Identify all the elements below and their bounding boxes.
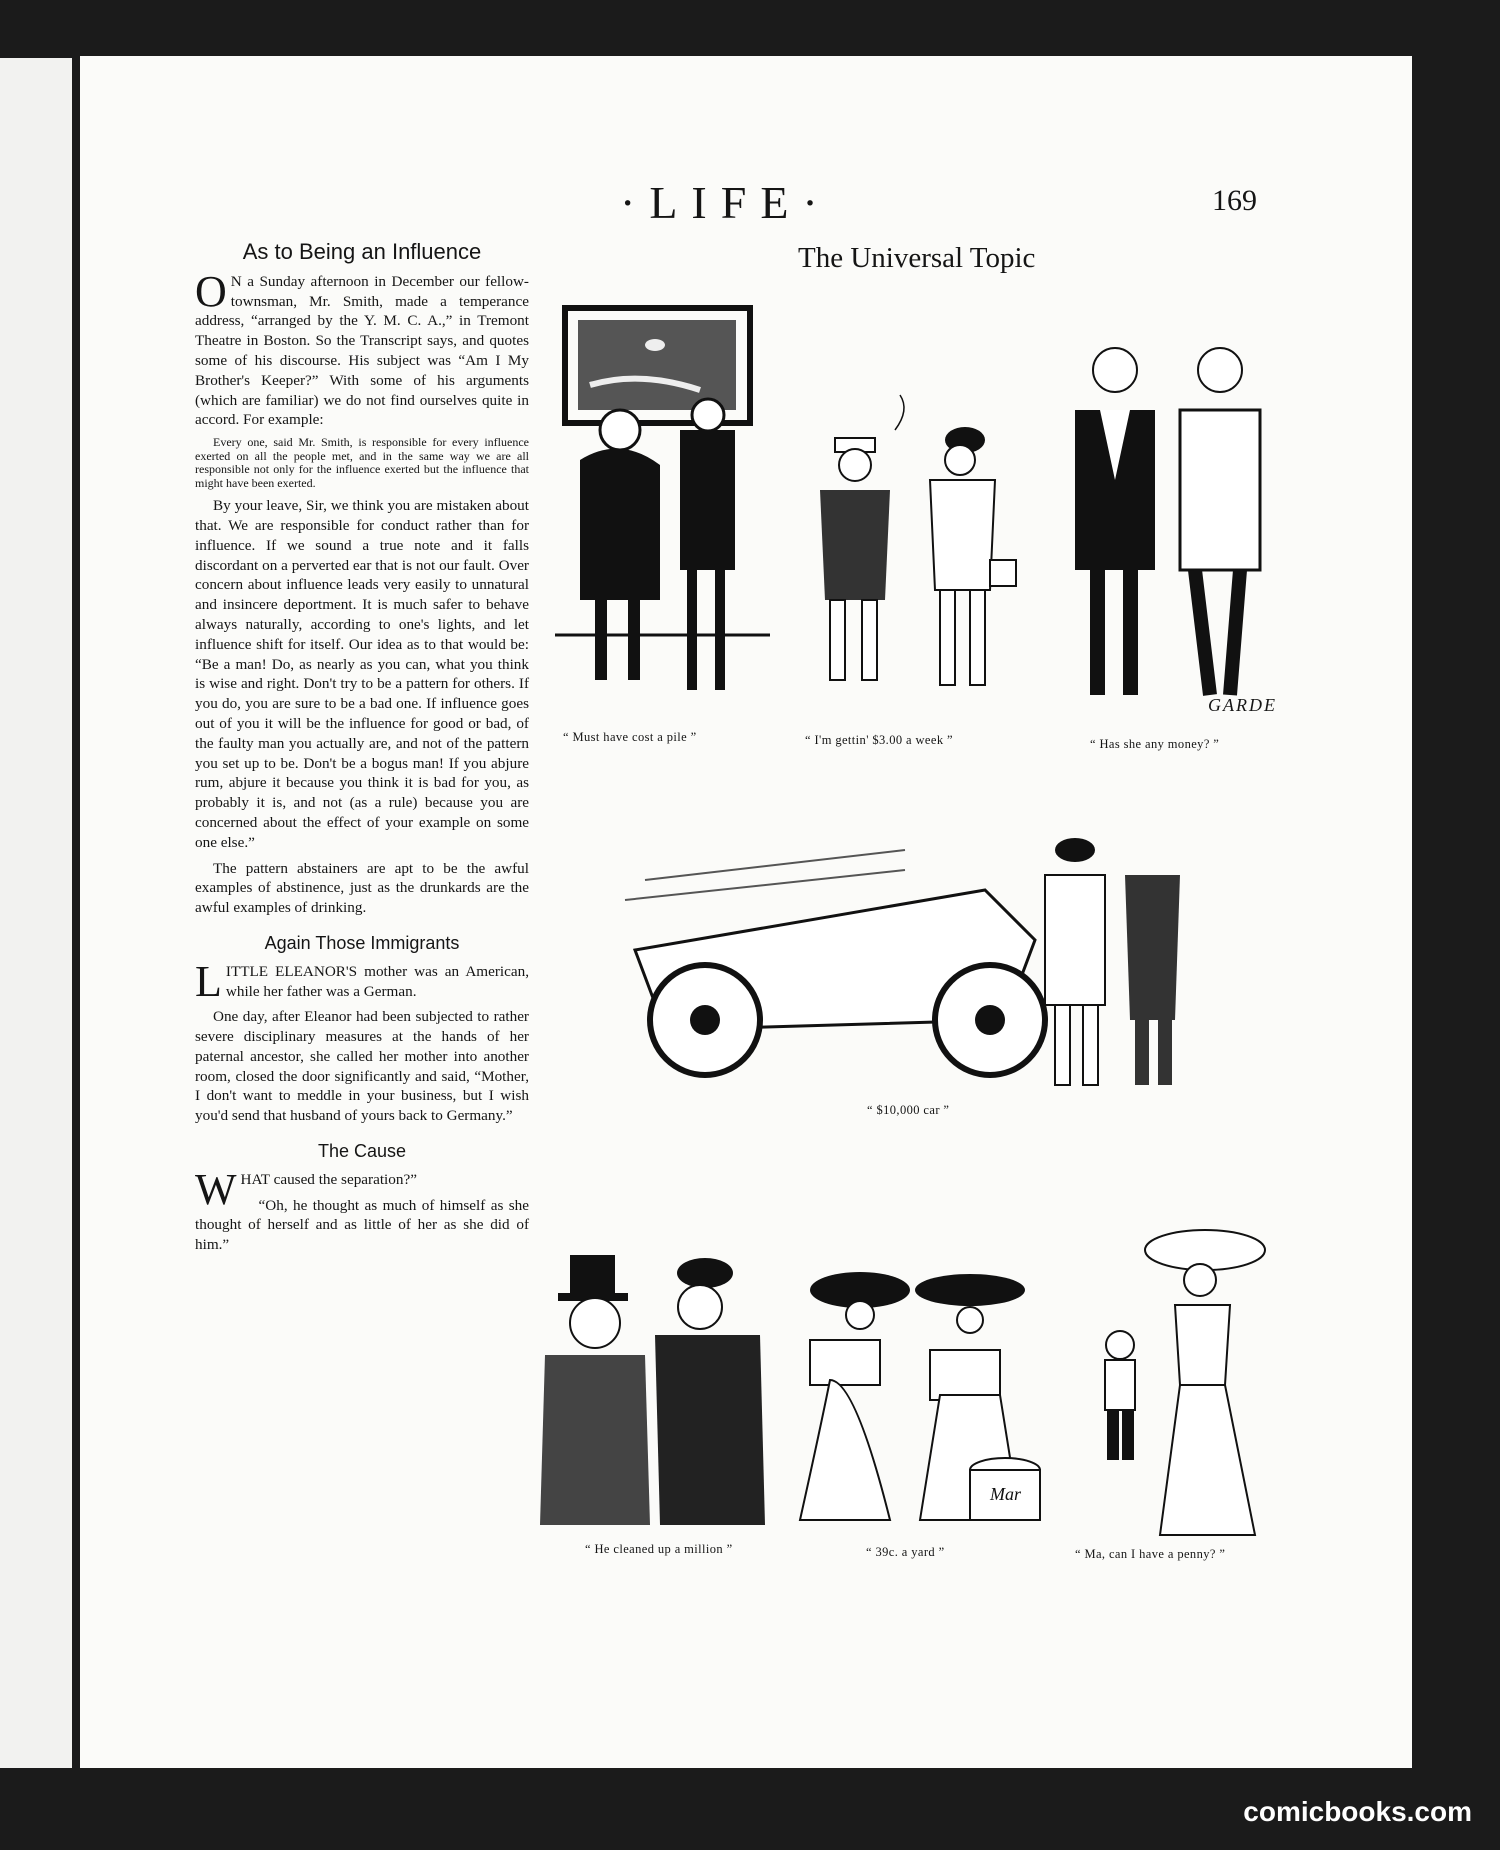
caption-car: “ $10,000 car ” [867, 1103, 950, 1117]
article-paragraph: WHAT caused the separation?” [195, 1164, 417, 1214]
watermark: comicbooks.com [1243, 1796, 1472, 1827]
cartoon-panel-businessmen [540, 1245, 780, 1535]
article-title-cause: The Cause [317, 1141, 407, 1162]
cartoon-panel-tuxedos [1055, 330, 1285, 710]
caption-painting: “ Must have cost a pile ” [563, 730, 697, 744]
article-paragraph: “Oh, he thought as much of himself as she thought of herself and as little of her as she did of him.” [195, 1196, 529, 1254]
drop-cap: W [195, 1164, 237, 1214]
cartoon-panel-mother-child [1080, 1225, 1280, 1545]
adjacent-page-edge [0, 58, 72, 1768]
article-paragraph: One day, after Eleanor had been subjected to rather severe disciplinary measures at the hands of her paternal ancestor, she called her mother into another room, closed the door significantly and said, “Mother, I don't want to meddle in your business, but I wish you'd send that husband of yours back to Germany.” [195, 1008, 529, 1125]
cartoon-panel-boys [800, 390, 1020, 700]
cartoon-panel-car [605, 820, 1215, 1090]
article-title-influence: As to Being an Influence [242, 239, 482, 264]
drop-cap: L [195, 956, 222, 1006]
article-paragraph: By your leave, Sir, we think you are mistaken about that. We are responsible for conduct rather than for influence. If we sound a true note and it falls discordant on a perverted ear that is not our fault. Over concern about influence leads very easily to unnatural and insincere deportment. It is much safer to behave always naturally, according to one's lights, and let influence shift for itself. Our idea as to that would be: “Be a man! Do, as nearly as you can, what you think is wise and right. Don't try to be a pattern for others. If you do, you are sure to be a bad one. If influence goes out of you it will be the influence for good or bad, of the faulty man you actually are, and not of the pattern you set up to be. Don't be a bogus man! If you abjure rum, abjure it because you think it is bad for you, as probably it is, and not (as a rule) because you are concerned about the effect of your example on some one else.” [195, 497, 529, 851]
drop-cap: O [195, 266, 227, 316]
caption-yard: “ 39c. a yard ” [866, 1545, 945, 1559]
cartoon-title: The Universal Topic [798, 242, 1036, 274]
caption-penny: “ Ma, can I have a penny? ” [1075, 1547, 1226, 1561]
article-title-immigrants: Again Those Immigrants [264, 932, 460, 953]
article-paragraph: LITTLE ELEANOR'S mother was an American, while her father was a German. [195, 956, 529, 1006]
masthead: ·LIFE· [620, 177, 832, 228]
quoted-passage: Every one, said Mr. Smith, is responsible for every influence exerted on all the people met, and in the same way we are all responsible not only for the influence exerted but the influence that might have been exerted. [195, 435, 529, 490]
article-paragraph: The pattern abstainers are apt to be the awful examples of abstinence, just as the drunkards are the awful examples of drinking. [195, 859, 529, 917]
cartoon-panel-shoppers [800, 1230, 1040, 1530]
hatbox-label: Mar [990, 1484, 1021, 1504]
page-number: 169 [1212, 184, 1257, 217]
caption-wages: “ I'm gettin' $3.00 a week ” [805, 733, 953, 747]
artist-signature: GARDE [1208, 695, 1277, 715]
caption-million: “ He cleaned up a million ” [585, 1542, 733, 1556]
cartoon-panel-painting [550, 300, 780, 710]
caption-money: “ Has she any money? ” [1090, 737, 1220, 751]
left-text-column [195, 236, 529, 1261]
article-paragraph: O N a Sunday afternoon in December our fellow-townsman, Mr. Smith, made a temperance address, “arranged by the Y. M. C. A.,” in Tremont Theatre in Boston. So the Transcript says, and quotes some of his discourse. His subject was “Am I My Brother's Keeper?” With some of his arguments (which are familiar) we do not find ourselves quite in accord. For example: [195, 266, 529, 429]
